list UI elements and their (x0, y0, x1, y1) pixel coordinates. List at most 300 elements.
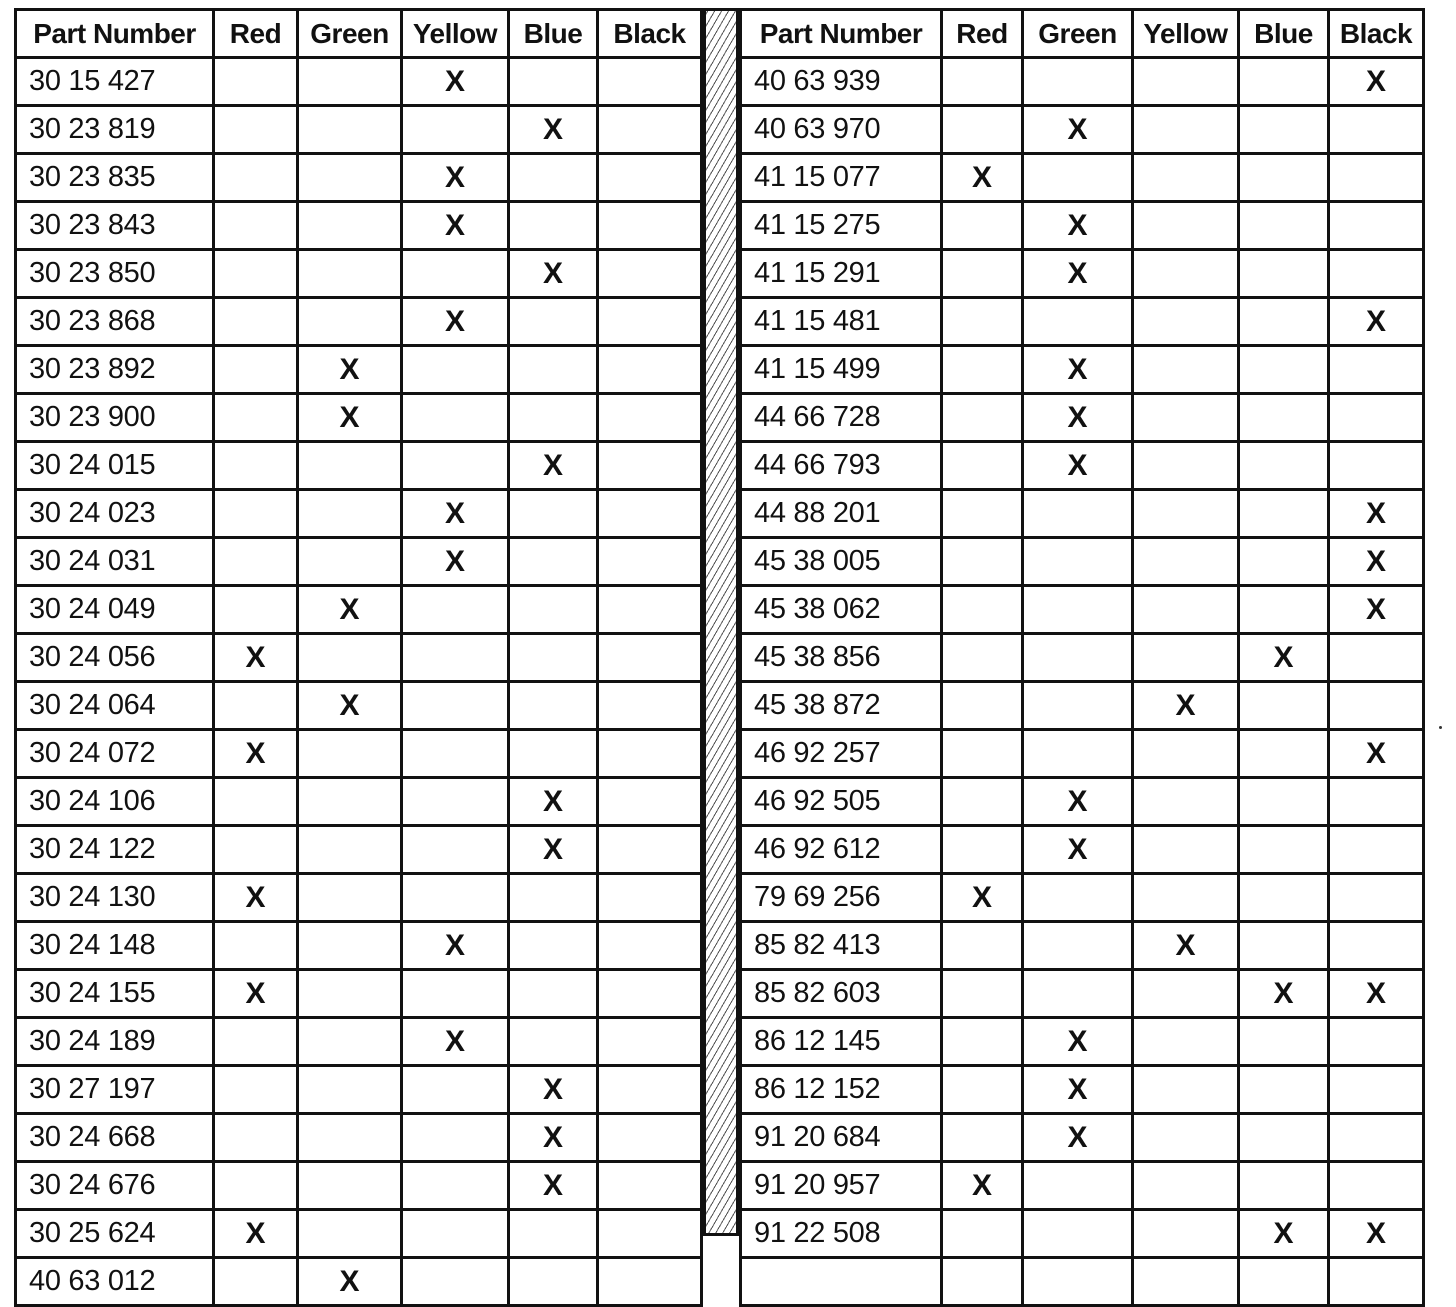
part-number-cell: 30 24 049 (16, 586, 214, 634)
yellow-mark-cell (402, 634, 509, 682)
part-number-cell: 46 92 505 (741, 778, 942, 826)
black-mark-cell (1329, 1018, 1424, 1066)
black-mark-cell: X (1329, 1210, 1424, 1258)
blue-mark-cell (1239, 586, 1329, 634)
table-row (16, 1210, 702, 1258)
blue-mark-cell (1239, 1258, 1329, 1306)
yellow-mark-cell (402, 970, 509, 1018)
table-row (16, 874, 702, 922)
blue-mark-cell (1239, 826, 1329, 874)
red-mark-cell (214, 1018, 298, 1066)
part-number-cell: 45 38 856 (741, 634, 942, 682)
black-mark-cell (1329, 1114, 1424, 1162)
green-mark-cell (298, 1210, 402, 1258)
header-row (741, 10, 1424, 58)
green-mark-cell (298, 154, 402, 202)
red-mark-cell (214, 538, 298, 586)
green-mark-cell (298, 202, 402, 250)
blue-mark-cell: X (1239, 1210, 1329, 1258)
black-mark-cell: X (1329, 58, 1424, 106)
red-mark-cell (214, 394, 298, 442)
yellow-mark-cell (402, 442, 509, 490)
part-number-cell: 30 24 130 (16, 874, 214, 922)
black-mark-cell (1329, 1258, 1424, 1306)
part-number-cell: 30 15 427 (16, 58, 214, 106)
table-row (741, 442, 1424, 490)
green-mark-cell (298, 922, 402, 970)
part-number-cell: 30 23 892 (16, 346, 214, 394)
yellow-mark-cell (402, 730, 509, 778)
red-mark-cell (214, 154, 298, 202)
stray-mark (1439, 726, 1442, 729)
hatched-divider (703, 8, 739, 1236)
table-row (741, 682, 1424, 730)
table-row (16, 1114, 702, 1162)
table-row (16, 538, 702, 586)
green-mark-cell (298, 106, 402, 154)
red-mark-cell (942, 1210, 1023, 1258)
green-mark-cell (298, 874, 402, 922)
blue-mark-cell (509, 874, 598, 922)
black-mark-cell (1329, 250, 1424, 298)
green-mark-cell (298, 634, 402, 682)
yellow-mark-cell (402, 1114, 509, 1162)
green-mark-cell (1023, 490, 1133, 538)
table-row (16, 298, 702, 346)
black-mark-cell (598, 106, 702, 154)
blue-mark-cell (1239, 58, 1329, 106)
header-red: Red (942, 10, 1023, 58)
part-number-cell: 40 63 970 (741, 106, 942, 154)
black-mark-cell (598, 394, 702, 442)
red-mark-cell (214, 202, 298, 250)
red-mark-cell: X (942, 154, 1023, 202)
green-mark-cell (1023, 154, 1133, 202)
blue-mark-cell: X (509, 778, 598, 826)
blue-mark-cell: X (509, 1114, 598, 1162)
part-number-cell: 44 66 793 (741, 442, 942, 490)
table-row (16, 922, 702, 970)
black-mark-cell (598, 874, 702, 922)
black-mark-cell (1329, 154, 1424, 202)
part-number-cell: 91 20 684 (741, 1114, 942, 1162)
green-mark-cell (1023, 298, 1133, 346)
green-mark-cell: X (298, 586, 402, 634)
part-number-cell: 30 23 900 (16, 394, 214, 442)
green-mark-cell: X (1023, 250, 1133, 298)
yellow-mark-cell: X (402, 298, 509, 346)
black-mark-cell (1329, 1162, 1424, 1210)
blue-mark-cell (509, 1210, 598, 1258)
table-row (16, 730, 702, 778)
blue-mark-cell (1239, 250, 1329, 298)
table-row (741, 970, 1424, 1018)
yellow-mark-cell (402, 874, 509, 922)
green-mark-cell (298, 1162, 402, 1210)
blue-mark-cell (1239, 1162, 1329, 1210)
table-row (16, 1018, 702, 1066)
table-row (741, 778, 1424, 826)
red-mark-cell: X (214, 970, 298, 1018)
red-mark-cell (214, 586, 298, 634)
table-row (741, 1210, 1424, 1258)
part-number-cell: 46 92 257 (741, 730, 942, 778)
blue-mark-cell (1239, 490, 1329, 538)
part-number-cell: 30 23 843 (16, 202, 214, 250)
table-row (741, 1114, 1424, 1162)
blue-mark-cell (1239, 106, 1329, 154)
black-mark-cell (1329, 682, 1424, 730)
left-table-body (16, 58, 702, 1306)
black-mark-cell (598, 586, 702, 634)
header-green: Green (298, 10, 402, 58)
black-mark-cell (598, 154, 702, 202)
header-row (16, 10, 702, 58)
header-yellow: Yellow (402, 10, 509, 58)
black-mark-cell (598, 1114, 702, 1162)
blue-mark-cell (509, 586, 598, 634)
red-mark-cell (942, 970, 1023, 1018)
table-row (741, 634, 1424, 682)
black-mark-cell (1329, 1066, 1424, 1114)
header-black: Black (598, 10, 702, 58)
red-mark-cell (942, 106, 1023, 154)
yellow-mark-cell (1133, 730, 1239, 778)
yellow-mark-cell (1133, 106, 1239, 154)
yellow-mark-cell: X (1133, 682, 1239, 730)
red-mark-cell (942, 442, 1023, 490)
red-mark-cell (214, 250, 298, 298)
parts-color-sheet (14, 8, 1419, 1298)
green-mark-cell (1023, 730, 1133, 778)
header-red: Red (214, 10, 298, 58)
green-mark-cell (298, 442, 402, 490)
table-row (16, 1258, 702, 1306)
blue-mark-cell (1239, 1066, 1329, 1114)
blue-mark-cell: X (509, 826, 598, 874)
green-mark-cell (1023, 538, 1133, 586)
table-row (16, 490, 702, 538)
yellow-mark-cell (1133, 250, 1239, 298)
black-mark-cell (1329, 346, 1424, 394)
blue-mark-cell (1239, 202, 1329, 250)
blue-mark-cell (509, 538, 598, 586)
table-row (741, 874, 1424, 922)
green-mark-cell (298, 1114, 402, 1162)
table-row (741, 202, 1424, 250)
part-number-cell (741, 1258, 942, 1306)
red-mark-cell: X (942, 874, 1023, 922)
black-mark-cell (598, 490, 702, 538)
yellow-mark-cell (402, 1210, 509, 1258)
yellow-mark-cell: X (1133, 922, 1239, 970)
red-mark-cell (214, 1258, 298, 1306)
green-mark-cell (1023, 634, 1133, 682)
green-mark-cell: X (1023, 346, 1133, 394)
part-number-cell: 30 24 122 (16, 826, 214, 874)
yellow-mark-cell (402, 394, 509, 442)
black-mark-cell (598, 1210, 702, 1258)
header-green: Green (1023, 10, 1133, 58)
part-number-cell: 30 24 072 (16, 730, 214, 778)
part-number-cell: 30 23 868 (16, 298, 214, 346)
table-row (741, 1258, 1424, 1306)
part-number-cell: 30 24 015 (16, 442, 214, 490)
part-number-cell: 30 24 056 (16, 634, 214, 682)
green-mark-cell (298, 298, 402, 346)
green-mark-cell: X (1023, 1114, 1133, 1162)
blue-mark-cell (509, 202, 598, 250)
green-mark-cell: X (1023, 778, 1133, 826)
part-number-cell: 85 82 603 (741, 970, 942, 1018)
black-mark-cell (598, 634, 702, 682)
green-mark-cell: X (298, 394, 402, 442)
black-mark-cell (598, 826, 702, 874)
green-mark-cell (298, 730, 402, 778)
red-mark-cell (942, 250, 1023, 298)
table-row (16, 682, 702, 730)
yellow-mark-cell (1133, 1258, 1239, 1306)
part-number-cell: 30 25 624 (16, 1210, 214, 1258)
red-mark-cell: X (214, 730, 298, 778)
part-number-cell: 41 15 077 (741, 154, 942, 202)
part-number-cell: 44 66 728 (741, 394, 942, 442)
part-number-cell: 44 88 201 (741, 490, 942, 538)
red-mark-cell (942, 538, 1023, 586)
black-mark-cell (1329, 874, 1424, 922)
black-mark-cell (598, 250, 702, 298)
table-row (16, 634, 702, 682)
blue-mark-cell: X (509, 442, 598, 490)
part-number-cell: 30 24 106 (16, 778, 214, 826)
yellow-mark-cell (1133, 154, 1239, 202)
yellow-mark-cell (1133, 442, 1239, 490)
yellow-mark-cell: X (402, 1018, 509, 1066)
left-parts-table (14, 8, 703, 1307)
blue-mark-cell (509, 58, 598, 106)
red-mark-cell (942, 1114, 1023, 1162)
part-number-cell: 91 22 508 (741, 1210, 942, 1258)
yellow-mark-cell (1133, 826, 1239, 874)
blue-mark-cell (509, 1258, 598, 1306)
red-mark-cell (942, 634, 1023, 682)
green-mark-cell (298, 58, 402, 106)
blue-mark-cell (1239, 442, 1329, 490)
yellow-mark-cell: X (402, 154, 509, 202)
header-blue: Blue (1239, 10, 1329, 58)
table-row (741, 1162, 1424, 1210)
blue-mark-cell: X (509, 1066, 598, 1114)
red-mark-cell (214, 922, 298, 970)
blue-mark-cell (1239, 298, 1329, 346)
table-row (16, 58, 702, 106)
table-row (741, 922, 1424, 970)
green-mark-cell (1023, 970, 1133, 1018)
table-row (16, 586, 702, 634)
black-mark-cell (598, 922, 702, 970)
blue-mark-cell (509, 970, 598, 1018)
blue-mark-cell (509, 634, 598, 682)
blue-mark-cell (1239, 538, 1329, 586)
red-mark-cell (214, 1114, 298, 1162)
part-number-cell: 85 82 413 (741, 922, 942, 970)
yellow-mark-cell (402, 1162, 509, 1210)
part-number-cell: 41 15 275 (741, 202, 942, 250)
black-mark-cell (598, 1162, 702, 1210)
part-number-cell: 30 24 023 (16, 490, 214, 538)
blue-mark-cell (1239, 682, 1329, 730)
black-mark-cell (1329, 778, 1424, 826)
black-mark-cell (1329, 106, 1424, 154)
black-mark-cell (598, 778, 702, 826)
black-mark-cell (598, 346, 702, 394)
table-row (741, 490, 1424, 538)
red-mark-cell (942, 202, 1023, 250)
table-row (16, 106, 702, 154)
yellow-mark-cell (1133, 1162, 1239, 1210)
red-mark-cell (214, 442, 298, 490)
green-mark-cell (298, 826, 402, 874)
red-mark-cell (942, 346, 1023, 394)
yellow-mark-cell (1133, 778, 1239, 826)
yellow-mark-cell (1133, 970, 1239, 1018)
yellow-mark-cell (1133, 490, 1239, 538)
green-mark-cell: X (298, 346, 402, 394)
yellow-mark-cell: X (402, 490, 509, 538)
part-number-cell: 86 12 145 (741, 1018, 942, 1066)
black-mark-cell (598, 1018, 702, 1066)
red-mark-cell (942, 826, 1023, 874)
yellow-mark-cell (1133, 298, 1239, 346)
blue-mark-cell: X (1239, 634, 1329, 682)
green-mark-cell (298, 778, 402, 826)
black-mark-cell (598, 1258, 702, 1306)
green-mark-cell: X (1023, 1066, 1133, 1114)
red-mark-cell (942, 58, 1023, 106)
table-row (16, 442, 702, 490)
green-mark-cell (1023, 1210, 1133, 1258)
blue-mark-cell (1239, 874, 1329, 922)
table-row (16, 346, 702, 394)
green-mark-cell (1023, 922, 1133, 970)
table-row (741, 58, 1424, 106)
black-mark-cell (598, 682, 702, 730)
black-mark-cell (598, 442, 702, 490)
red-mark-cell (214, 1066, 298, 1114)
blue-mark-cell (509, 730, 598, 778)
part-number-cell: 30 24 148 (16, 922, 214, 970)
table-row (741, 538, 1424, 586)
red-mark-cell (214, 298, 298, 346)
part-number-cell: 45 38 005 (741, 538, 942, 586)
green-mark-cell: X (1023, 202, 1133, 250)
blue-mark-cell (1239, 394, 1329, 442)
blue-mark-cell (1239, 154, 1329, 202)
table-row (741, 826, 1424, 874)
green-mark-cell (298, 1018, 402, 1066)
black-mark-cell: X (1329, 730, 1424, 778)
part-number-cell: 91 20 957 (741, 1162, 942, 1210)
black-mark-cell: X (1329, 538, 1424, 586)
blue-mark-cell: X (509, 1162, 598, 1210)
red-mark-cell (214, 1162, 298, 1210)
blue-mark-cell (509, 154, 598, 202)
part-number-cell: 30 24 031 (16, 538, 214, 586)
yellow-mark-cell (402, 1258, 509, 1306)
blue-mark-cell (509, 1018, 598, 1066)
black-mark-cell (1329, 442, 1424, 490)
yellow-mark-cell (402, 106, 509, 154)
table-row (741, 298, 1424, 346)
red-mark-cell (942, 586, 1023, 634)
red-mark-cell (942, 778, 1023, 826)
green-mark-cell (298, 1066, 402, 1114)
red-mark-cell: X (214, 634, 298, 682)
blue-mark-cell (509, 682, 598, 730)
red-mark-cell (942, 1258, 1023, 1306)
green-mark-cell: X (1023, 394, 1133, 442)
black-mark-cell (1329, 202, 1424, 250)
blue-mark-cell (509, 490, 598, 538)
green-mark-cell: X (298, 1258, 402, 1306)
table-row (741, 730, 1424, 778)
part-number-cell: 86 12 152 (741, 1066, 942, 1114)
part-number-cell: 45 38 062 (741, 586, 942, 634)
table-row (16, 1066, 702, 1114)
green-mark-cell: X (1023, 1018, 1133, 1066)
yellow-mark-cell: X (402, 202, 509, 250)
green-mark-cell (298, 538, 402, 586)
part-number-cell: 45 38 872 (741, 682, 942, 730)
red-mark-cell (942, 730, 1023, 778)
black-mark-cell (598, 202, 702, 250)
green-mark-cell (298, 490, 402, 538)
yellow-mark-cell (1133, 394, 1239, 442)
part-number-cell: 41 15 481 (741, 298, 942, 346)
right-parts-table (739, 8, 1425, 1307)
header-black: Black (1329, 10, 1424, 58)
red-mark-cell (942, 490, 1023, 538)
table-row (741, 250, 1424, 298)
table-row (16, 202, 702, 250)
black-mark-cell (1329, 922, 1424, 970)
table-row (16, 778, 702, 826)
blue-mark-cell (1239, 346, 1329, 394)
table-row (16, 1162, 702, 1210)
yellow-mark-cell (1133, 874, 1239, 922)
yellow-mark-cell (1133, 634, 1239, 682)
green-mark-cell (1023, 58, 1133, 106)
blue-mark-cell: X (509, 250, 598, 298)
black-mark-cell: X (1329, 298, 1424, 346)
part-number-cell: 30 24 155 (16, 970, 214, 1018)
part-number-cell: 30 24 189 (16, 1018, 214, 1066)
part-number-cell: 30 23 850 (16, 250, 214, 298)
black-mark-cell (598, 298, 702, 346)
red-mark-cell (214, 778, 298, 826)
part-number-cell: 40 63 939 (741, 58, 942, 106)
black-mark-cell: X (1329, 490, 1424, 538)
red-mark-cell (942, 1066, 1023, 1114)
red-mark-cell: X (214, 874, 298, 922)
green-mark-cell (1023, 1258, 1133, 1306)
table-row (741, 154, 1424, 202)
red-mark-cell (942, 394, 1023, 442)
yellow-mark-cell (402, 826, 509, 874)
part-number-cell: 41 15 499 (741, 346, 942, 394)
blue-mark-cell (1239, 1018, 1329, 1066)
red-mark-cell (942, 298, 1023, 346)
